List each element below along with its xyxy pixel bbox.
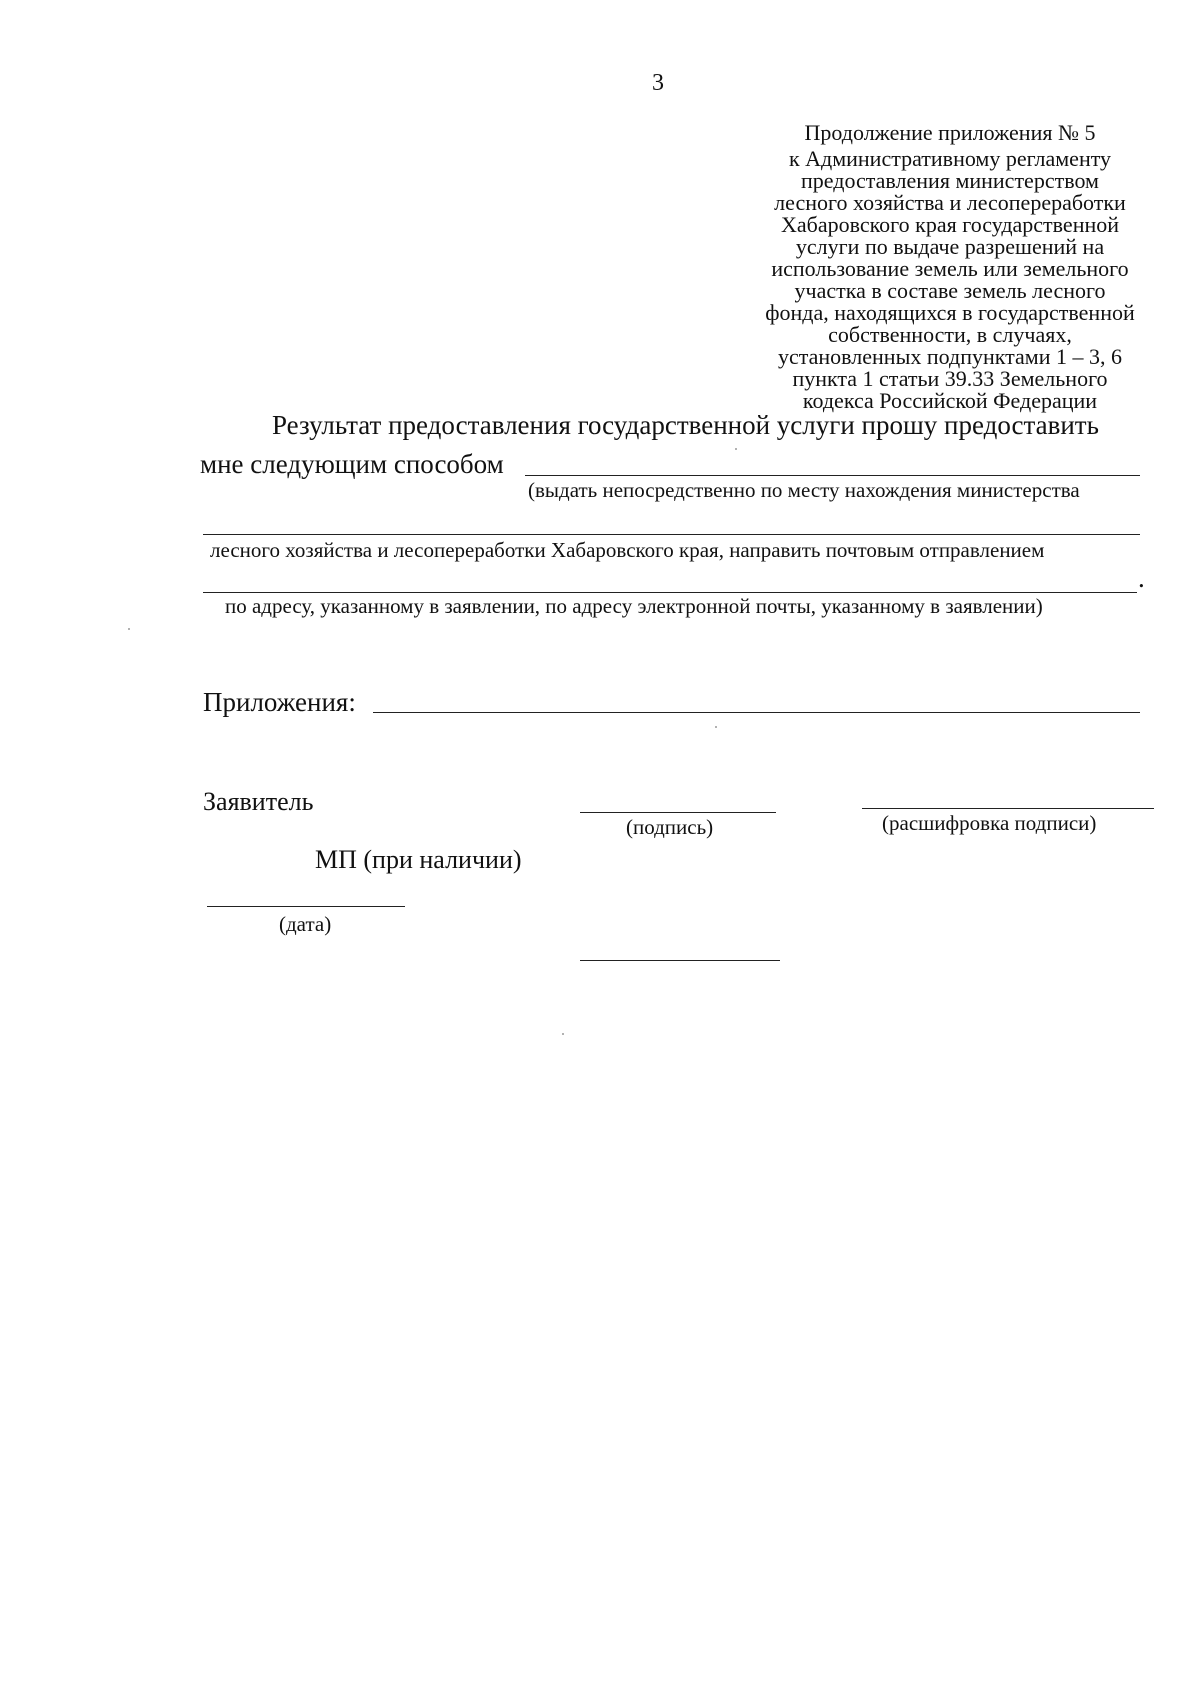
attachments-underline[interactable] <box>373 712 1140 713</box>
page-number: 3 <box>652 70 664 96</box>
result-method-caption-1: (выдать непосредственно по месту нахождения министерства <box>528 478 1080 502</box>
result-method-line-1: Результат предоставления государственной услуги прошу предоставить <box>272 410 1099 440</box>
date-underline[interactable] <box>207 906 405 907</box>
appendix-header-line: участка в составе земель лесного <box>794 278 1106 303</box>
signature-decryption-caption: (расшифровка подписи) <box>882 811 1097 835</box>
result-method-line-3[interactable] <box>203 534 1140 535</box>
result-method-line-4[interactable] <box>203 592 1137 593</box>
appendix-header-line: использование земель или земельного <box>771 256 1129 281</box>
result-method-period: . <box>1138 563 1145 593</box>
appendix-header-line: услуги по выдаче разрешений на <box>795 234 1105 259</box>
stamp-label: МП (при наличии) <box>315 845 522 874</box>
appendix-header-line: установленных подпунктами 1 – 3, 6 <box>778 344 1122 369</box>
appendix-header-line: пункта 1 статьи 39.33 Земельного <box>792 366 1108 391</box>
attachments-label: Приложения: <box>203 687 356 717</box>
scan-speck <box>735 448 737 450</box>
date-caption: (дата) <box>279 912 332 936</box>
appendix-header-line: Продолжение приложения № 5 <box>804 120 1096 145</box>
result-method-caption-2: лесного хозяйства и лесопереработки Хабаровского края, направить почтовым отправлением <box>210 538 1045 562</box>
appendix-header-line: предоставления министерством <box>801 168 1099 193</box>
appendix-header-line: собственности, в случаях, <box>828 322 1072 347</box>
appendix-header-line: Хабаровского края государственной <box>780 212 1120 237</box>
scan-speck <box>562 1033 564 1035</box>
result-method-line-2: мне следующим способом <box>200 449 504 479</box>
scan-speck <box>715 726 717 728</box>
result-method-underline[interactable] <box>525 475 1140 476</box>
signature-caption: (подпись) <box>626 815 714 839</box>
signature-decryption-underline[interactable] <box>862 808 1154 809</box>
appendix-header <box>730 122 1170 412</box>
scan-speck <box>128 628 130 630</box>
appendix-header-line: лесного хозяйства и лесопереработки <box>774 190 1126 215</box>
signature-underline[interactable] <box>580 812 776 813</box>
extra-underline <box>580 960 780 961</box>
applicant-label: Заявитель <box>203 787 314 816</box>
appendix-header-line: фонда, находящихся в государственной <box>765 300 1135 325</box>
appendix-header-line: кодекса Российской Федерации <box>802 388 1098 413</box>
appendix-header-line: к Административному регламенту <box>788 146 1112 171</box>
result-method-caption-3: по адресу, указанному в заявлении, по адресу электронной почты, указанному в заявлении) <box>225 594 1043 618</box>
